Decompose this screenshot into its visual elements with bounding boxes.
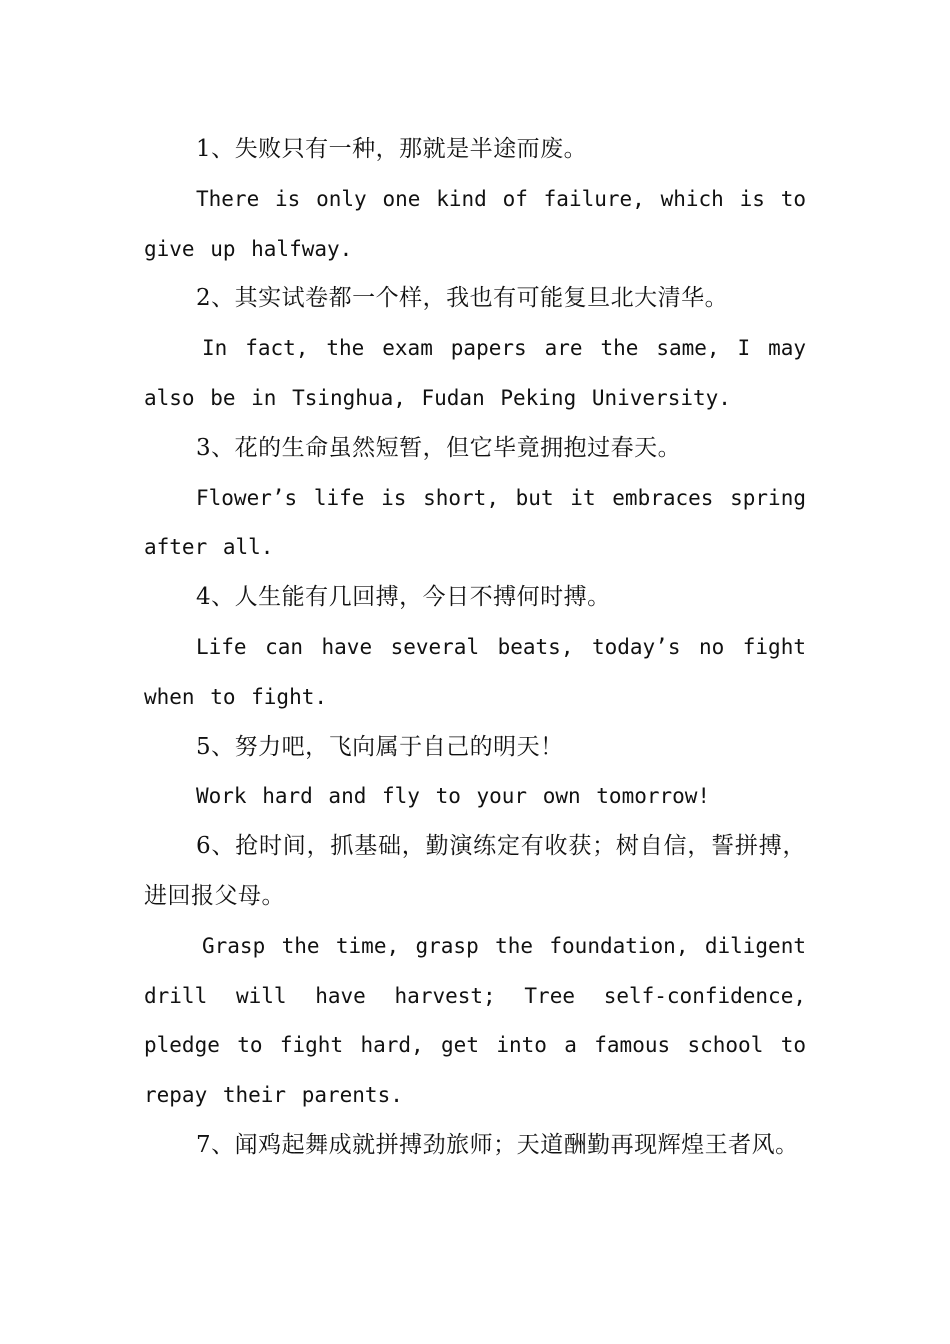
paragraph-zh-2: 2、其实试卷都一个样，我也有可能复旦北大清华。 [196,285,729,312]
document-body [144,125,806,1171]
paragraph-en-6: Grasp the time, grasp the foundation, diligent drill will have harvest; Tree self-confidence, pledge to fight hard, get into a famous school to repay their parents. [144,933,806,1108]
paragraph-en-3: Flower’s life is short, but it embraces spring after all. [144,485,806,560]
paragraph-zh-3: 3、花的生命虽然短暂，但它毕竟拥抱过春天。 [196,434,682,461]
paragraph-zh-1: 1、失败只有一种，那就是半途而废。 [196,136,588,162]
paragraph-en-2: In fact, the exam papers are the same, I may also be in Tsinghua, Fudan Peking University. [144,336,806,410]
paragraph-en-1: There is only one kind of failure, which is to give up halfway. [144,186,806,261]
paragraph-zh-5: 5、努力吧，飞向属于自己的明天！ [196,733,564,760]
paragraph-zh-4: 4、人生能有几回搏，今日不搏何时搏。 [196,584,611,611]
paragraph-en-4: Life can have several beats, today’s no fight when to fight. [144,634,806,709]
paragraph-zh-7: 7、闻鸡起舞成就拼搏劲旅师；天道酬勤再现辉煌王者风。 [196,1131,799,1158]
paragraph-en-5: Work hard and fly to your own tomorrow! [196,784,711,809]
paragraph-zh-6: 6、抢时间，抓基础，勤演练定有收获；树自信，誓拼搏，进回报父母。 [144,833,806,909]
